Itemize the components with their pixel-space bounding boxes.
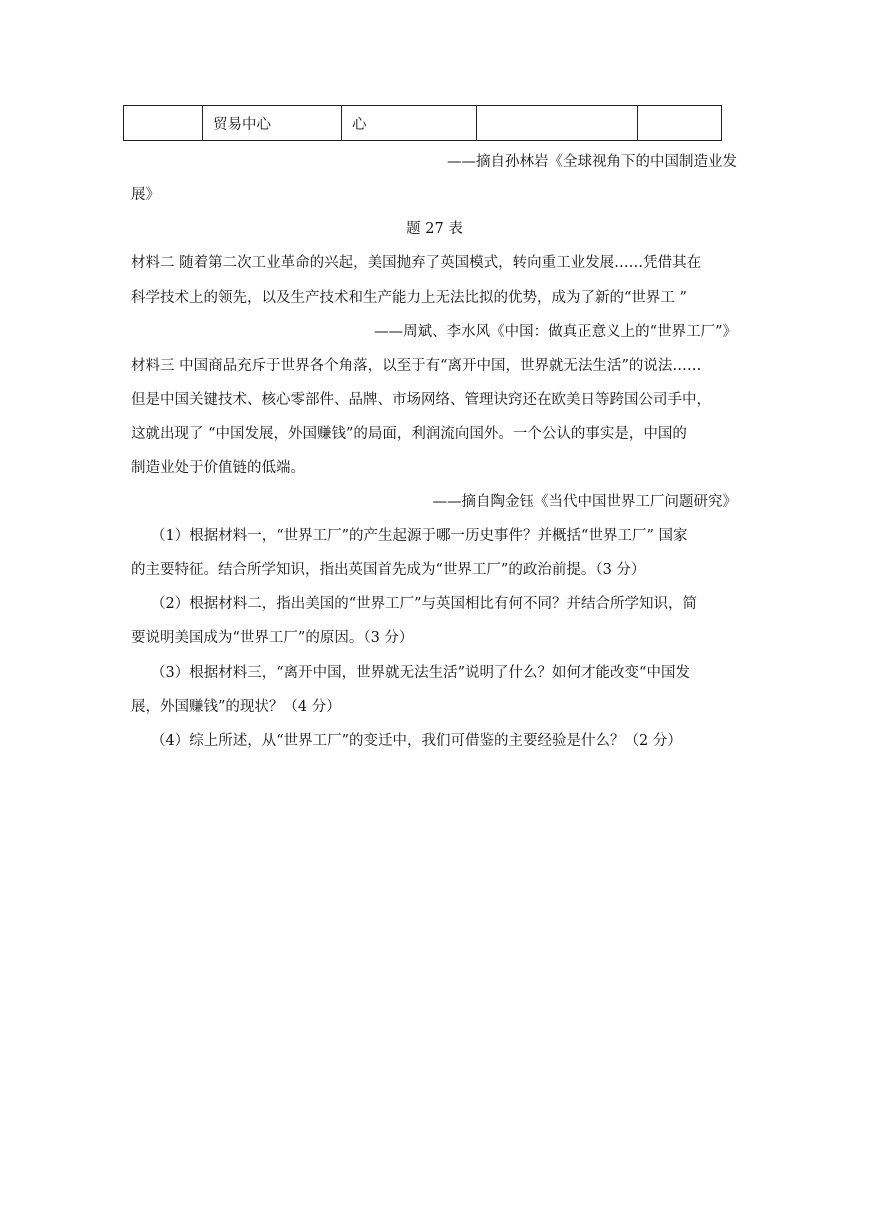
- table-cell: [638, 106, 722, 141]
- material-three-source: ——摘自陶金钰《当代中国世界工厂问题研究》: [432, 494, 737, 510]
- table-cell: [124, 106, 203, 141]
- question-line: 要说明美国成为“世界工厂”的原因。（3 分）: [131, 630, 414, 646]
- question-line: 展，外国赚钱”的现状？（4 分）: [131, 699, 341, 715]
- citation-line: ——摘自孙林岩《全球视角下的中国制造业发: [447, 154, 737, 170]
- question-line: （4）综上所述，从“世界工厂”的变迁中，我们可借鉴的主要经验是什么？（2 分）: [151, 733, 682, 749]
- material-three-line: 制造业处于价值链的低端。: [131, 460, 305, 476]
- table-caption: 题 27 表: [406, 221, 463, 237]
- material-two-source: ——周斌、李水风《中国：做真正意义上的“世界工厂”》: [374, 324, 737, 340]
- table-fragment: [123, 105, 722, 141]
- material-three-line: 这就出现了 “中国发展，外国赚钱”的局面，利润流向国外。一个公认的事实是，中国的: [131, 426, 687, 442]
- table-cell: 贸易中心: [203, 106, 342, 141]
- question-line: （3）根据材料三，“离开中国，世界就无法生活”说明了什么？如何才能改变“中国发: [151, 665, 690, 681]
- material-two-line: 材料二 随着第二次工业革命的兴起，美国抛弃了英国模式，转向重工业发展……凭借其在: [131, 255, 702, 271]
- table-cell: [477, 106, 638, 141]
- table-cell: 心: [342, 106, 477, 141]
- question-line: （2）根据材料二，指出美国的“世界工厂”与英国相比有何不同？并结合所学知识，简: [151, 596, 698, 612]
- material-three-line: 材料三 中国商品充斥于世界各个角落，以至于有“离开中国，世界就无法生活”的说法……: [131, 358, 702, 374]
- question-line: （1）根据材料一，“世界工厂”的产生起源于哪一历史事件？并概括“世界工厂” 国家: [151, 528, 688, 544]
- table-row: [124, 106, 722, 141]
- citation-line: 展》: [131, 187, 160, 203]
- question-line: 的主要特征。结合所学知识，指出英国首先成为“世界工厂”的政治前提。（3 分）: [131, 562, 646, 578]
- material-three-line: 但是中国关键技术、核心零部件、品牌、市场网络、管理诀窍还在欧美日等跨国公司手中，: [131, 392, 711, 408]
- material-two-line: 科学技术上的领先，以及生产技术和生产能力上无法比拟的优势，成为了新的“世界工 ”: [131, 290, 687, 306]
